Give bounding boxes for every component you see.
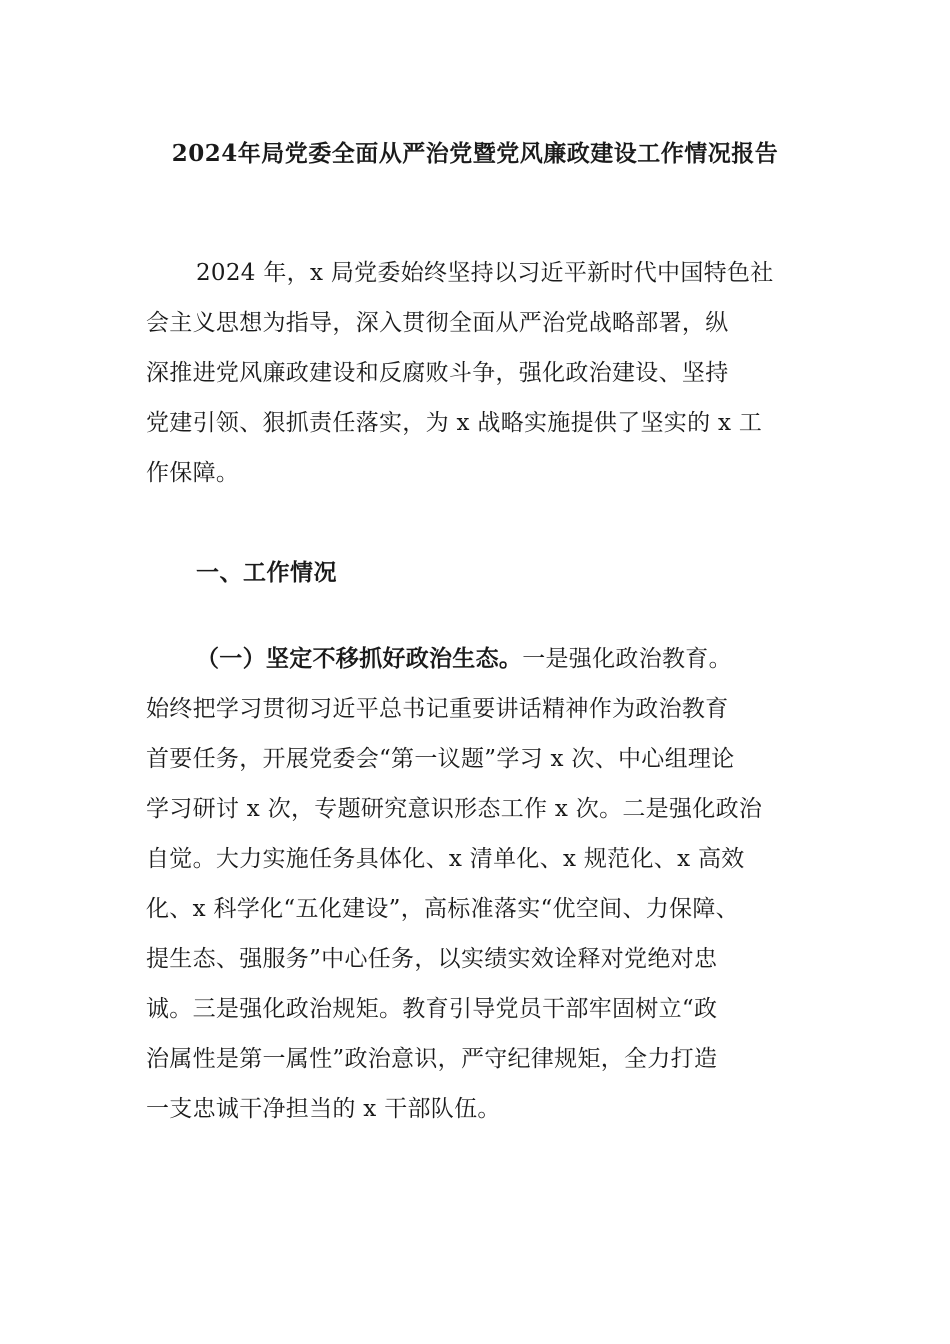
intro-line: 深推进党风廉政建设和反腐败斗争，强化政治建设、坚持 (146, 360, 729, 386)
subsection-first-line (146, 634, 786, 684)
body-line: 自觉。大力实施任务具体化、x 清单化、x 规范化、x 高效 (146, 846, 745, 872)
document-title: 2024年局党委全面从严治党暨党风廉政建设工作情况报告 (171, 140, 779, 167)
intro-paragraph (146, 248, 786, 498)
intro-line: 作保障。 (146, 460, 240, 486)
subsection-first-line-text: 一是强化政治教育。 (522, 646, 732, 672)
intro-line: 党建引领、狠抓责任落实，为 x 战略实施提供了坚实的 x 工 (146, 410, 763, 436)
body-line: 学习研讨 x 次，专题研究意识形态工作 x 次。二是强化政治 (146, 796, 763, 822)
body-line: 治属性是第一属性”政治意识，严守纪律规矩，全力打造 (146, 1046, 718, 1072)
body-line: 始终把学习贯彻习近平总书记重要讲话精神作为政治教育 (146, 696, 729, 722)
intro-line: 会主义思想为指导，深入贯彻全面从严治党战略部署，纵 (146, 310, 729, 336)
subsection-heading: （一）坚定不移抓好政治生态。 (196, 645, 523, 672)
section-heading: 一、工作情况 (196, 559, 337, 586)
body-line: 提生态、强服务”中心任务，以实绩实效诠释对党绝对忠 (146, 946, 718, 972)
body-line: 化、x 科学化“五化建设”，高标准落实“优空间、力保障、 (146, 896, 739, 922)
body-line: 诚。三是强化政治规矩。教育引导党员干部牢固树立“政 (146, 996, 718, 1022)
intro-line: 2024 年，x 局党委始终坚持以习近平新时代中国特色社 (196, 260, 774, 286)
subsection-paragraph (146, 634, 786, 1134)
body-line: 一支忠诚干净担当的 x 干部队伍。 (146, 1096, 501, 1122)
body-line: 首要任务，开展党委会“第一议题”学习 x 次、中心组理论 (146, 746, 735, 772)
